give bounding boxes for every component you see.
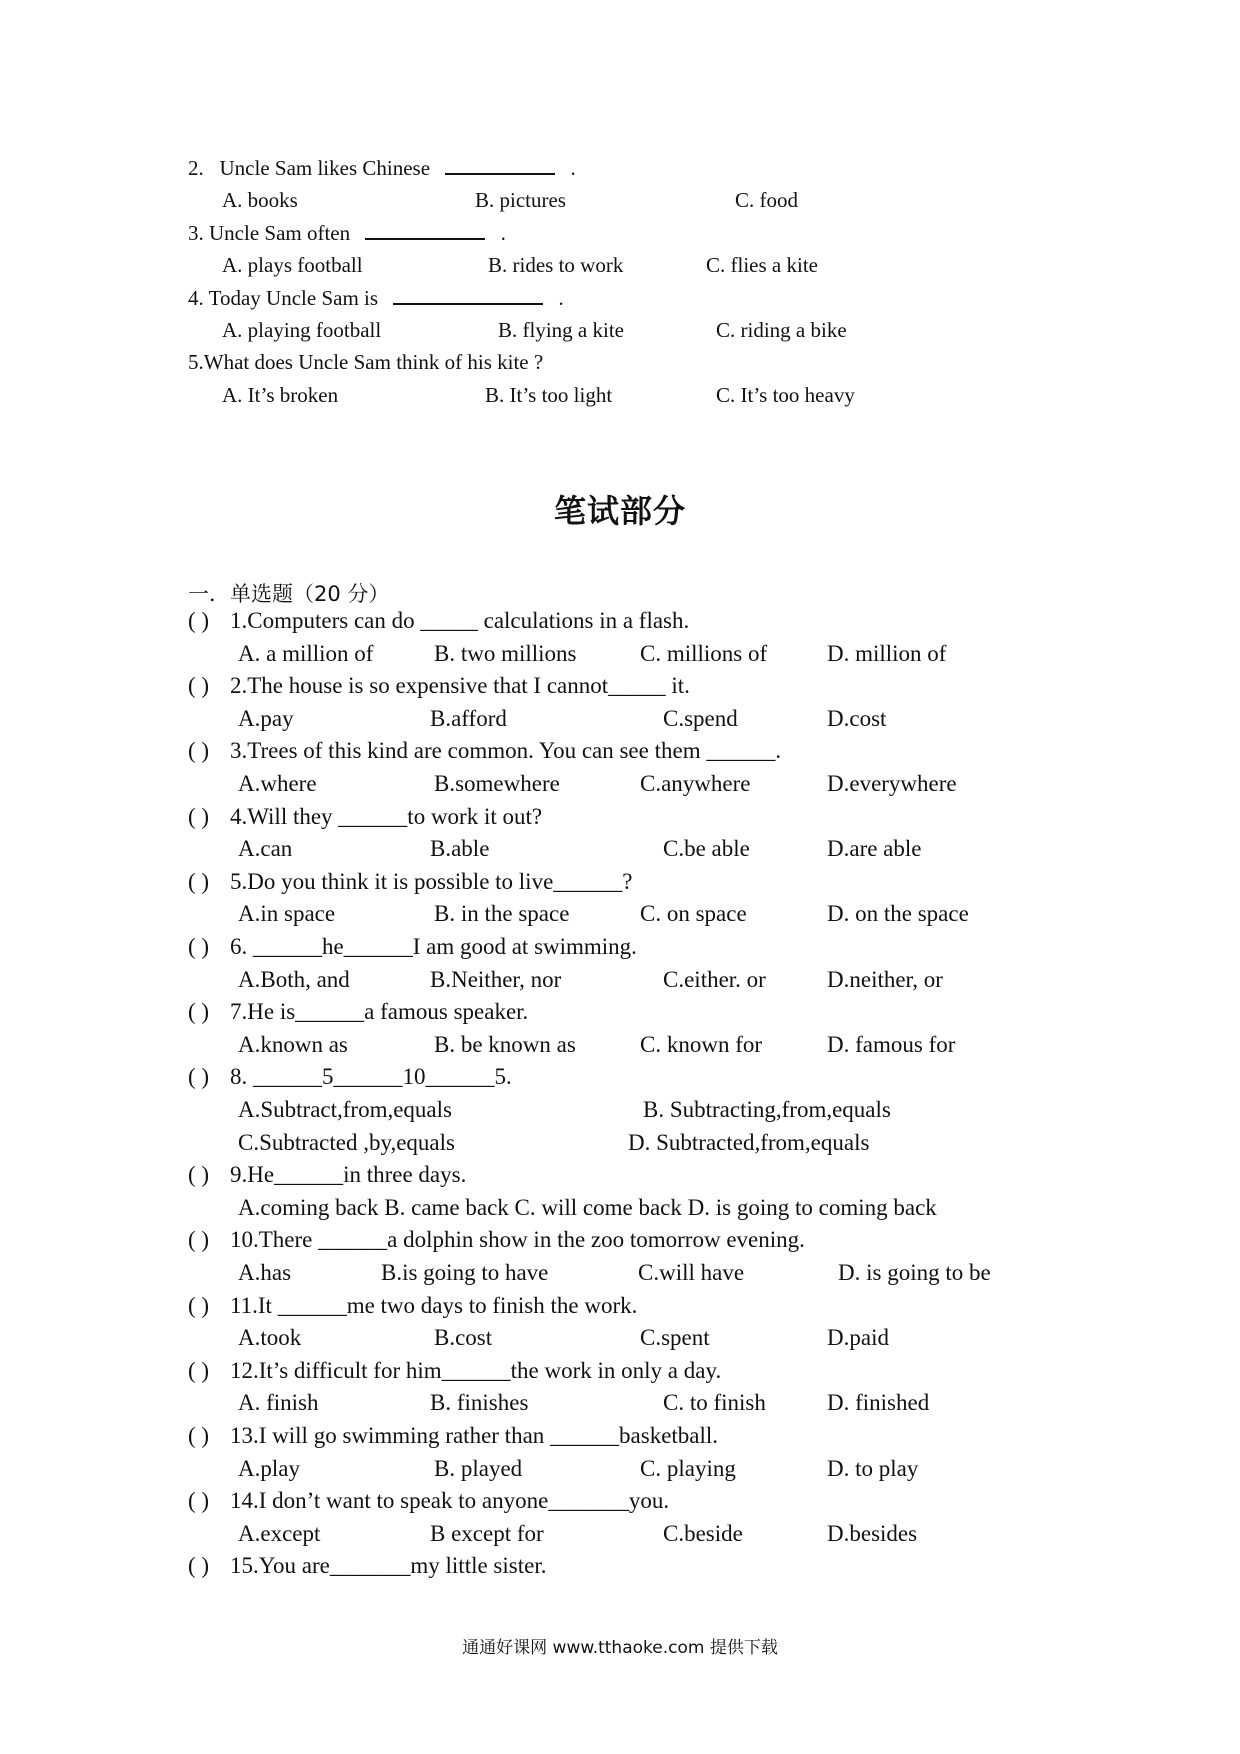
option-c: C.either. or (663, 966, 766, 992)
option-b: B. be known as (434, 1031, 576, 1057)
option-d: D. million of (827, 640, 947, 666)
question-text: 13.I will go swimming rather than ______basketball. (230, 1423, 719, 1448)
option-d: D. to play (827, 1455, 919, 1481)
option-b: B. played (434, 1455, 523, 1481)
option-c: C. millions of (640, 640, 768, 666)
question-text: 14.I don’t want to speak to anyone_______you. (230, 1488, 670, 1514)
option-c: C. food (735, 188, 798, 212)
answer-parentheses[interactable]: ( ) (188, 1064, 210, 1090)
option-b: B. rides to work (488, 253, 624, 277)
option-a: A.pay (238, 705, 294, 731)
question-12 (188, 1358, 721, 1384)
listening-q4 (188, 285, 564, 311)
option-b: B. Subtracting,from,equals (643, 1097, 891, 1122)
question-text: 10.There ______a dolphin show in the zoo tomorrow evening. (230, 1227, 805, 1253)
option-d: D. on the space (827, 901, 969, 927)
option-d: D. famous for (827, 1031, 956, 1057)
option-c: C. flies a kite (706, 253, 818, 277)
question-text: 8. ______5______10______5. (230, 1064, 512, 1090)
question-text: 3.Trees of this kind are common. You can see them ______. (230, 738, 782, 764)
option-d: D.everywhere (827, 771, 957, 796)
option-a: A.known as (238, 1031, 348, 1057)
option-d: D. finished (827, 1390, 930, 1416)
question-7 (188, 999, 528, 1025)
question-10 (188, 1227, 805, 1253)
question-4 (188, 804, 542, 830)
option-c: C. riding a bike (716, 318, 847, 342)
option-a: A.play (238, 1455, 300, 1481)
option-a: A.in space (238, 901, 336, 927)
question-11 (188, 1293, 637, 1319)
question-text: 11.It ______me two days to finish the work. (230, 1292, 638, 1318)
option-b: B.cost (434, 1325, 493, 1351)
option-c: C. to finish (663, 1390, 766, 1416)
option-d: D.cost (827, 705, 887, 731)
question-5 (188, 869, 633, 895)
option-b: B. in the space (434, 901, 570, 927)
question-tail: . (500, 221, 506, 245)
option-c: C.Subtracted ,by,equals (238, 1129, 455, 1155)
page-footer: 通通好课网 www.tthaoke.com 提供下载 (462, 1638, 778, 1658)
answer-parentheses[interactable]: ( ) (188, 999, 210, 1025)
answer-parentheses[interactable]: ( ) (188, 608, 210, 633)
option-b: B.able (430, 836, 490, 862)
answer-blank (445, 155, 555, 175)
question-number: 2. (188, 156, 204, 180)
question-text: 5.Do you think it is possible to live______? (230, 868, 633, 894)
question-number: 4. (188, 286, 204, 310)
answer-blank (365, 220, 485, 240)
question-tail: . (570, 156, 576, 180)
option-a: A.except (238, 1520, 321, 1546)
question-text: 15.You are_______my little sister. (230, 1553, 547, 1579)
option-b: B.is going to have (381, 1260, 549, 1285)
option-a: A.where (238, 771, 317, 796)
answer-parentheses[interactable]: ( ) (188, 738, 210, 764)
option-d: D. Subtracted,from,equals (628, 1129, 870, 1155)
question-text: 7.He is______a famous speaker. (230, 999, 529, 1025)
answer-parentheses[interactable]: ( ) (188, 1488, 210, 1514)
option-a: A. a million of (238, 640, 374, 666)
option-c: C.be able (663, 836, 750, 862)
option-b: B except for (430, 1520, 544, 1546)
option-b: B.Neither, nor (430, 966, 562, 992)
option-d: D.paid (827, 1325, 889, 1351)
option-d: D.are able (827, 836, 922, 862)
option-a: A. It’s broken (222, 383, 339, 407)
options-line: A.coming back B. came back C. will come back D. is going to coming back (238, 1194, 937, 1220)
question-stem: Uncle Sam likes Chinese (219, 156, 431, 180)
answer-parentheses[interactable]: ( ) (188, 1357, 210, 1383)
option-c: C.spend (663, 705, 738, 731)
answer-parentheses[interactable]: ( ) (188, 1423, 210, 1448)
question-text: 1.Computers can do _____ calculations in a flash. (230, 608, 690, 633)
listening-q5 (188, 350, 543, 375)
option-d: D. is going to be (838, 1260, 991, 1285)
question-tail: . (558, 286, 564, 310)
question-9 (188, 1162, 466, 1188)
answer-parentheses[interactable]: ( ) (188, 803, 210, 829)
option-b: B. pictures (475, 188, 566, 212)
answer-parentheses[interactable]: ( ) (188, 1162, 210, 1188)
option-a: A.has (238, 1260, 292, 1285)
question-15 (188, 1553, 546, 1579)
option-b: B. It’s too light (485, 383, 613, 407)
question-14 (188, 1488, 669, 1514)
section-title: 一．单选题（20 分） (188, 582, 390, 606)
option-a: A.Subtract,from,equals (238, 1097, 452, 1122)
question-6 (188, 934, 637, 960)
answer-parentheses[interactable]: ( ) (188, 673, 210, 699)
question-text: 4.Will they ______to work it out? (230, 803, 543, 829)
option-c: C. playing (640, 1455, 736, 1481)
question-number: 5. (188, 350, 204, 374)
option-a: A. playing football (222, 318, 382, 342)
option-a: A.Both, and (238, 966, 350, 992)
listening-q3 (188, 220, 506, 246)
question-stem: What does Uncle Sam think of his kite ? (203, 350, 544, 374)
listening-q2 (188, 155, 576, 181)
answer-parentheses[interactable]: ( ) (188, 934, 210, 959)
option-a: A.took (238, 1325, 302, 1351)
option-c: C.beside (663, 1520, 743, 1546)
option-b: B.somewhere (434, 771, 560, 796)
question-text: 12.It’s difficult for him______the work in only a day. (230, 1357, 722, 1383)
answer-parentheses[interactable]: ( ) (188, 1227, 210, 1253)
option-c: C.spent (640, 1325, 710, 1351)
answer-parentheses[interactable]: ( ) (188, 1553, 210, 1579)
option-a: A.can (238, 836, 293, 862)
question-8 (188, 1064, 512, 1090)
option-c: C.anywhere (640, 771, 751, 796)
question-stem: Today Uncle Sam is (208, 286, 379, 310)
question-3 (188, 738, 781, 764)
question-stem: Uncle Sam often (209, 221, 351, 245)
option-b: B. two millions (434, 640, 577, 666)
question-text: 6. ______he______I am good at swimming. (230, 934, 637, 959)
option-b: B.afford (430, 705, 507, 731)
option-c: C. It’s too heavy (716, 383, 855, 407)
question-text: 2.The house is so expensive that I cannot_____ it. (230, 673, 690, 699)
question-number: 3. (188, 221, 204, 245)
answer-parentheses[interactable]: ( ) (188, 868, 210, 894)
option-d: D.neither, or (827, 966, 943, 992)
question-text: 9.He______in three days. (230, 1162, 467, 1188)
answer-parentheses[interactable]: ( ) (188, 1292, 210, 1318)
option-b: B. finishes (430, 1390, 529, 1416)
page-title: 笔试部分 (553, 492, 686, 530)
question-1 (188, 608, 689, 634)
option-a: A. plays football (222, 253, 363, 277)
option-a: A. books (222, 188, 298, 212)
option-b: B. flying a kite (498, 318, 624, 342)
question-2 (188, 673, 690, 699)
answer-blank (393, 285, 543, 305)
option-c: C. on space (640, 901, 747, 927)
option-c: C. known for (640, 1031, 763, 1057)
option-a: A. finish (238, 1390, 319, 1416)
question-13 (188, 1423, 718, 1449)
option-c: C.will have (638, 1260, 745, 1285)
option-d: D.besides (827, 1520, 918, 1546)
